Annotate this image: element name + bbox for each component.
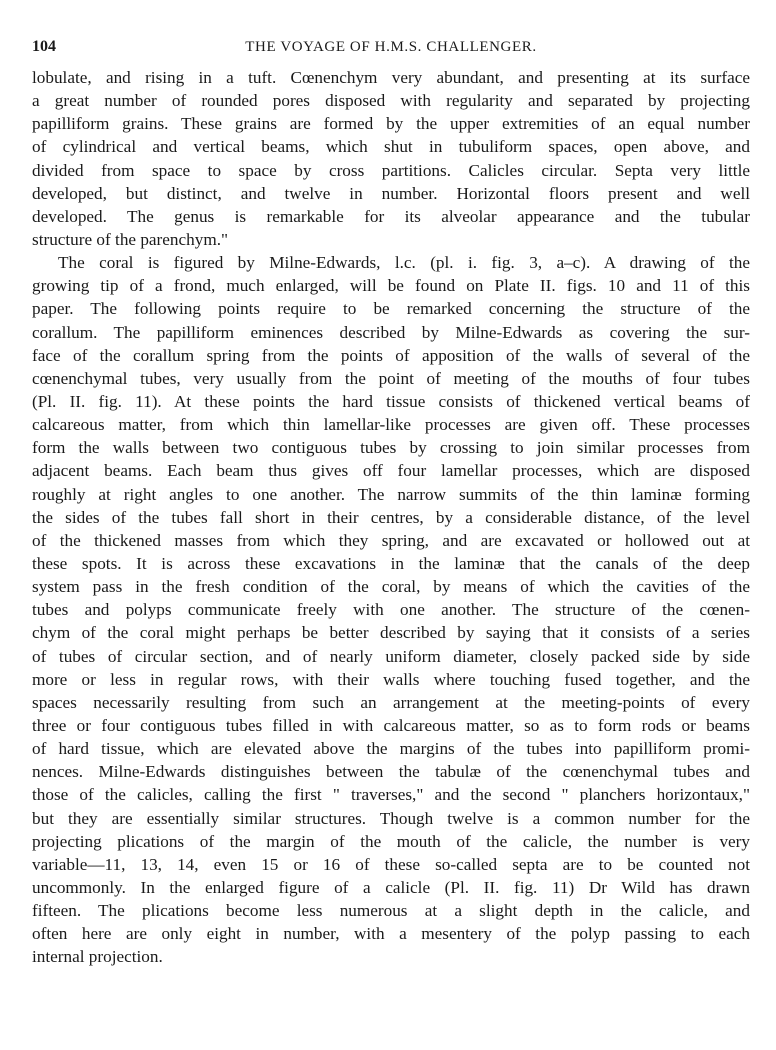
page-number: 104 [32,38,56,55]
text-line: nences. Milne-Edwards distinguishes between the tabulæ of the cœnenchymal tubes and [32,762,750,782]
text-line: face of the corallum spring from the points of apposition of the walls of several of the [32,345,750,365]
text-line: lobulate, and rising in a tuft. Cœnenchym very abundant, and presenting at its surface [32,68,750,87]
text-line: of tubes of circular section, and of nearly uniform diameter, closely packed side by side [32,646,750,666]
text-line: papilliform grains. These grains are formed by the upper extremities of an equal number [32,114,750,134]
text-line: calcareous matter, from which thin lamellar-like processes are given off. These processes [32,415,750,435]
text-line: of cylindrical and vertical beams, which shut in tubuliform spaces, open above, and [32,137,750,157]
page-header [32,38,750,60]
text-line: a great number of rounded pores disposed with regularity and separated by projecting [32,91,750,111]
text-line: paper. The following points require to be remarked concerning the structure of the [32,299,750,319]
text-line: developed. The genus is remarkable for its alveolar appearance and the tubular [32,206,750,226]
text-line: but they are essentially similar structures. Though twelve is a common number for the [32,808,750,828]
text-line: uncommonly. In the enlarged figure of a calicle (Pl. II. fig. 11) Dr Wild has drawn [32,877,750,897]
text-line: the sides of the tubes fall short in their centres, by a considerable distance, of the level [32,507,750,527]
text-line: (Pl. II. fig. 11). At these points the hard tissue consists of thickened vertical beams of [32,391,750,411]
text-line: tubes and polyps communicate freely with one another. The structure of the cœnen- [32,600,750,620]
text-line: more or less in regular rows, with their walls where touching fused together, and the [32,669,750,689]
text-line: roughly at right angles to one another. The narrow summits of the thin laminæ forming [32,484,750,504]
text-line: chym of the coral might perhaps be better described by saying that it consists of a series [32,623,750,643]
paragraph-coral-structure [32,251,750,968]
running-title: THE VOYAGE OF H.M.S. CHALLENGER. [245,39,537,55]
text-line: those of the calicles, calling the first " traverses," and the second " planchers horizontaux," [32,785,750,805]
text-line: three or four contiguous tubes filled in with calcareous matter, so as to form rods or beams [32,715,750,735]
page-body [32,66,750,968]
text-line: of the thickened masses from which they spring, and are excavated or hollowed out at [32,530,750,550]
text-line: of hard tissue, which are elevated above the margins of the tubes into papilliform promi- [32,739,750,759]
text-line: often here are only eight in number, with a mesentery of the polyp passing to each [32,924,750,944]
text-line: The coral is figured by Milne-Edwards, l.c. (pl. i. fig. 3, a–c). A drawing of the [58,253,750,273]
text-line: adjacent beams. Each beam thus gives off four lamellar processes, which are disposed [32,461,750,481]
text-line: form the walls between two contiguous tubes by crossing to join similar processes from [32,438,750,458]
text-line: spaces necessarily resulting from such an arrangement at the meeting-points of every [32,692,750,712]
text-line: projecting plications of the margin of the mouth of the calicle, the number is very [32,831,750,851]
text-line: internal projection. [32,947,163,967]
text-line: system pass in the fresh condition of the coral, by means of which the cavities of the [32,577,750,597]
text-line: fifteen. The plications become less numerous at a slight depth in the calicle, and [32,901,750,921]
text-line: divided from space to space by cross partitions. Calicles circular. Septa very little [32,160,750,180]
paragraph-quote-continuation [32,66,750,251]
text-line: variable—11, 13, 14, even 15 or 16 of these so-called septa are to be counted not [32,854,750,874]
text-line: growing tip of a frond, much enlarged, will be found on Plate II. figs. 10 and 11 of this [32,276,750,296]
text-line: cœnenchymal tubes, very usually from the point of meeting of the mouths of four tubes [32,368,750,388]
text-line: developed, but distinct, and twelve in number. Horizontal floors present and well [32,183,750,203]
text-line: structure of the parenchym." [32,229,229,249]
text-line: corallum. The papilliform eminences described by Milne-Edwards as covering the sur- [32,322,750,342]
text-line: these spots. It is across these excavations in the laminæ that the canals of the deep [32,553,750,573]
